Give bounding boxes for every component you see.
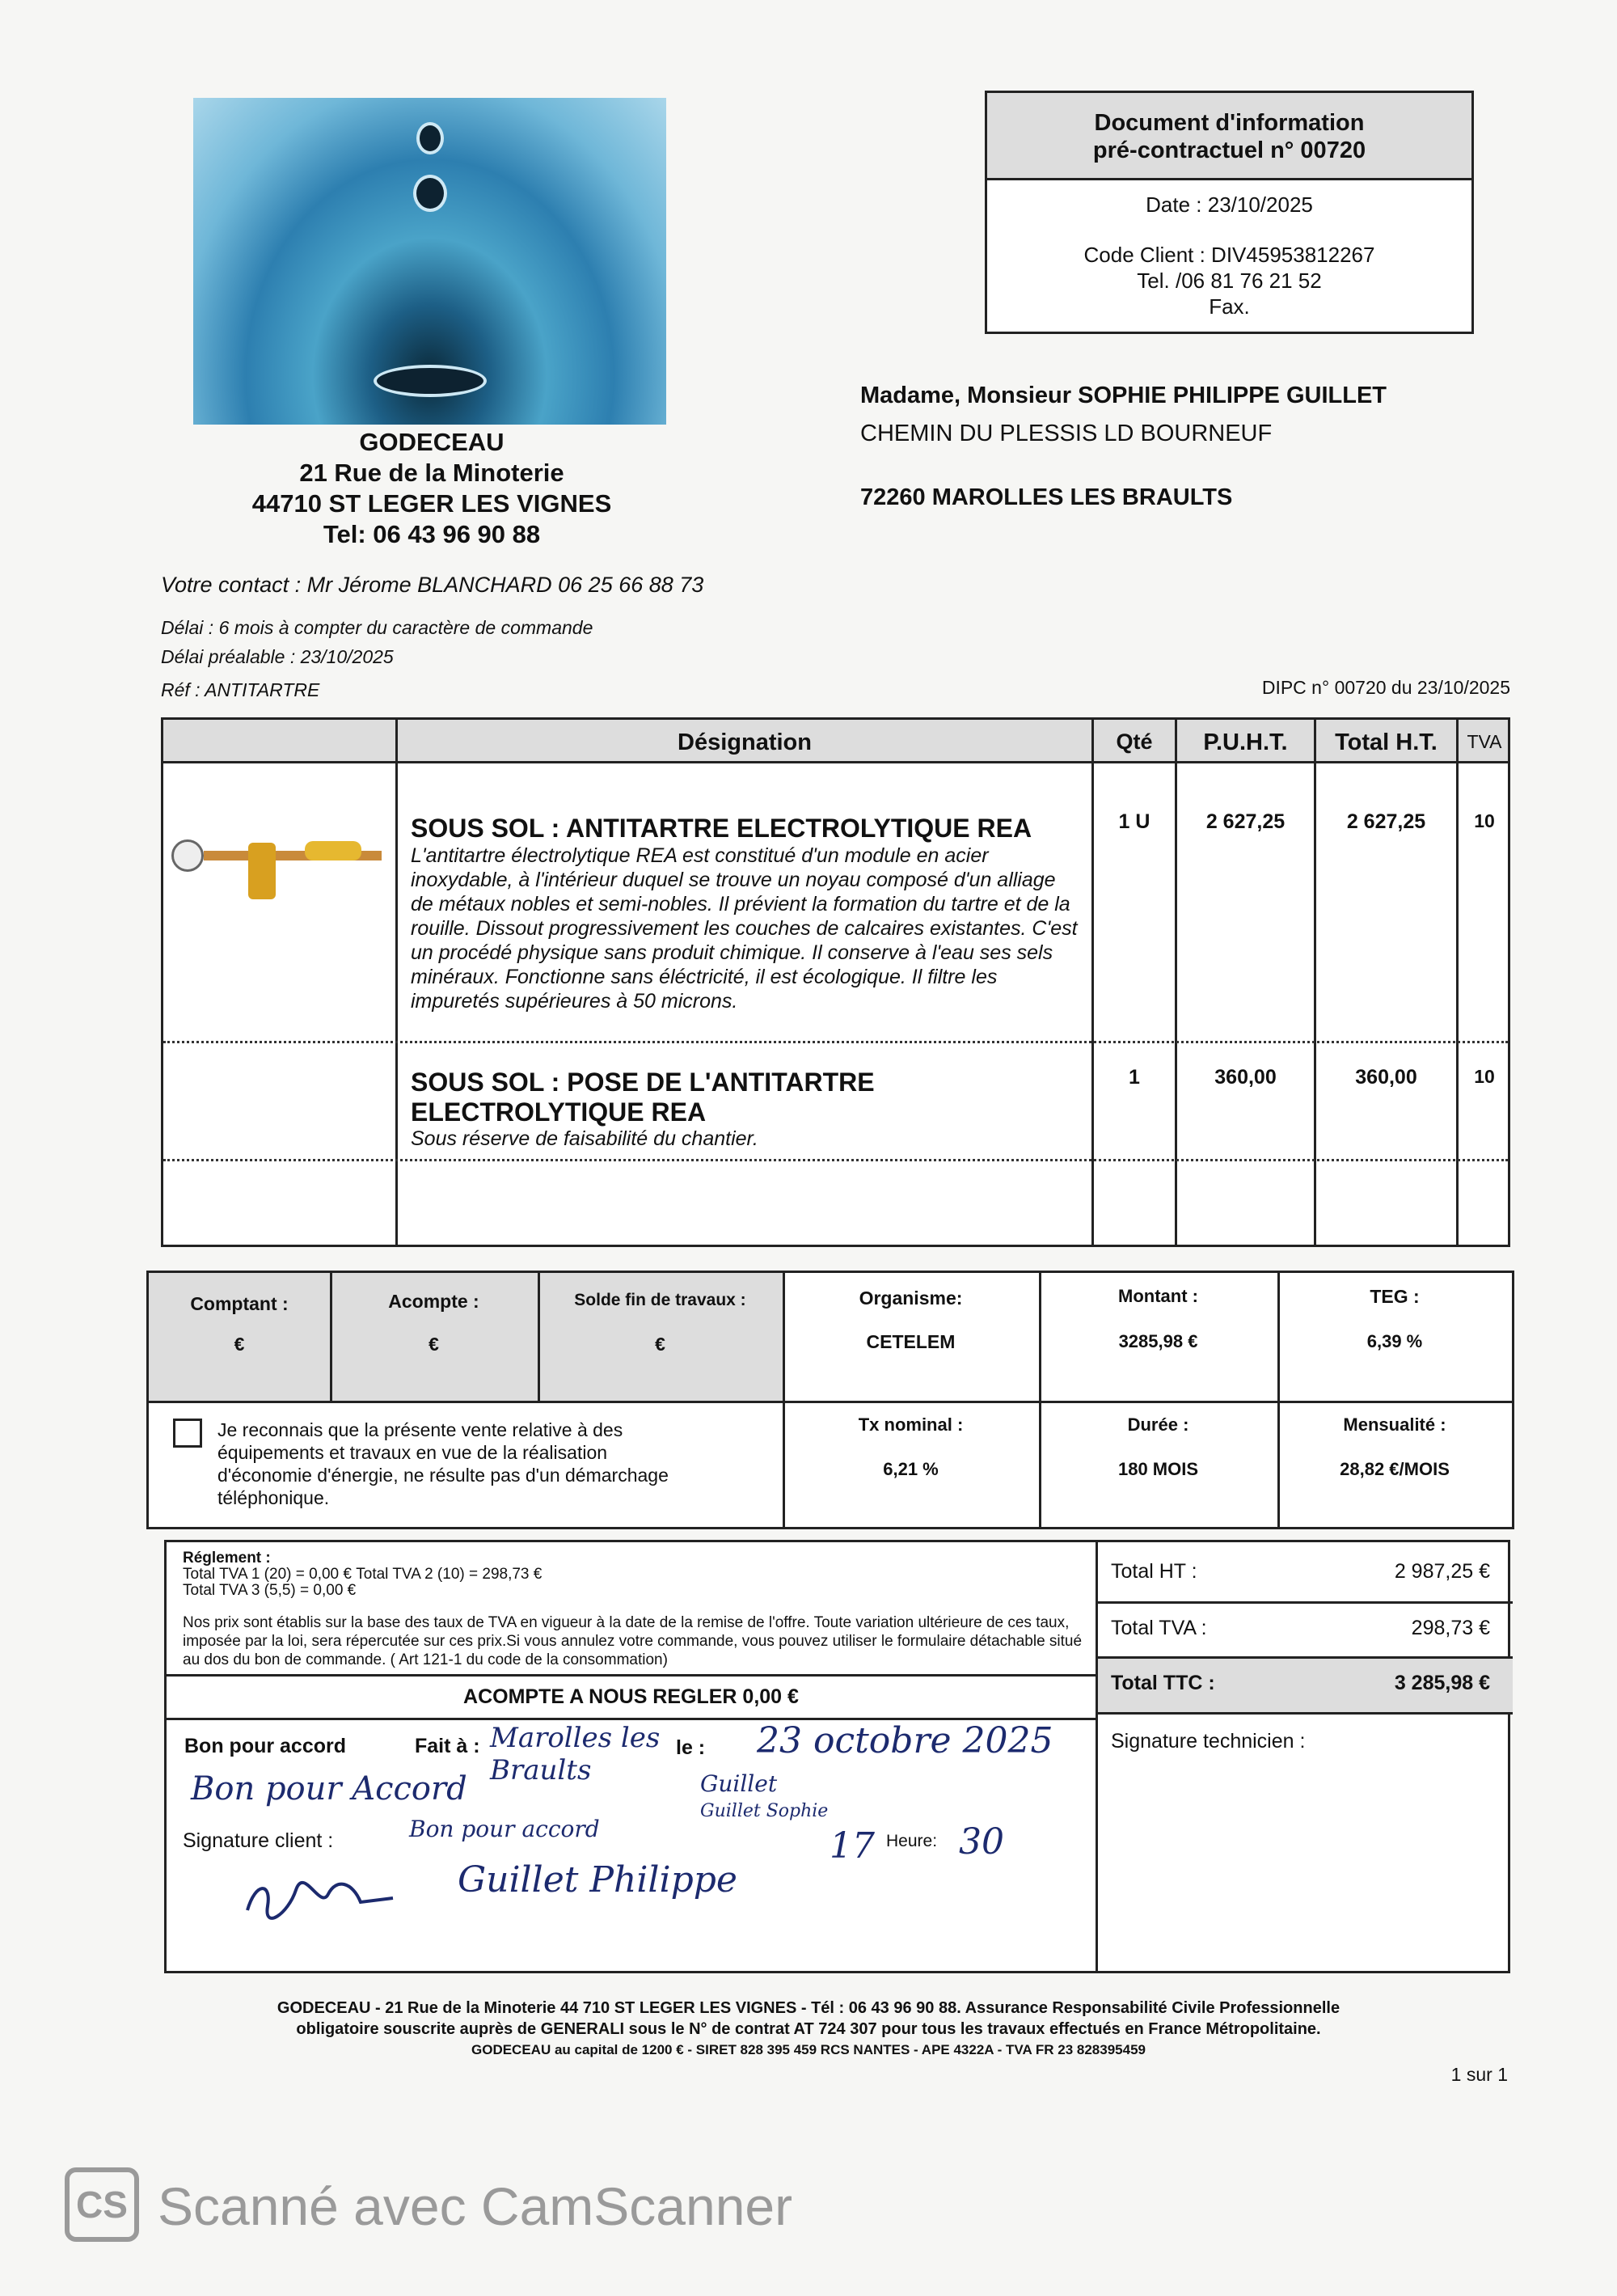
item-total: 360,00 — [1355, 1066, 1417, 1089]
duree-label: Durée : — [1127, 1414, 1189, 1435]
total-ttc-label: Total TTC : — [1111, 1672, 1215, 1694]
footer-line-2: obligatoire souscrite auprès de GENERALI sous le N° de contrat AT 724 307 pour tous les travaux effectués en France Métropolitaine. — [296, 2020, 1321, 2038]
tva2: Total TVA 2 (10) = 298,73 € — [356, 1566, 543, 1583]
mensualite-value: 28,82 €/MOIS — [1340, 1459, 1450, 1479]
client-address — [860, 377, 1387, 517]
client-fax: Fax. — [1209, 294, 1250, 319]
acompte-value: € — [429, 1334, 439, 1355]
doc-number: pré-contractuel n° 00720 — [1092, 137, 1366, 163]
company-street: 21 Rue de la Minoterie — [299, 459, 564, 487]
handwritten-place: Marolles les Braults — [490, 1722, 661, 1786]
acompte-label: Acompte : — [388, 1291, 479, 1312]
mensualite-label: Mensualité : — [1343, 1414, 1446, 1435]
delai-prealable: Délai préalable : 23/10/2025 — [161, 646, 394, 667]
solde-value: € — [655, 1334, 665, 1355]
doc-info-box — [985, 91, 1474, 334]
handwritten-bon-pour-accord: Bon pour Accord — [191, 1770, 467, 1808]
item-title: SOUS SOL : POSE DE L'ANTITARTRE ELECTROLYTIQUE REA — [411, 1068, 875, 1127]
col-tva: TVA — [1467, 731, 1502, 752]
handwritten-bon-pour-accord-2: Bon pour accord — [409, 1816, 600, 1842]
comptant-value: € — [234, 1334, 245, 1355]
signature-technicien-label: Signature technicien : — [1111, 1730, 1306, 1753]
total-ttc-value: 3 285,98 € — [1394, 1672, 1490, 1694]
item-total: 2 627,25 — [1346, 810, 1426, 833]
reference: Réf : ANTITARTRE — [161, 679, 320, 700]
camscanner-watermark: Scanné avec CamScanner — [158, 2176, 793, 2236]
vat-notice: Nos prix sont établis sur la base des taux de TVA en vigueur à la date de la remise de l'offre. Toute variation ultérieure de ces taux, imposée par la loi, sera répercutée sur ces prix.Si vous annulez votre commande, vous pouvez utiliser le formulaire détachable situé au dos du bon de commande. ( Art 121-1 du code de la consommation) — [183, 1614, 1083, 1668]
reglement-block — [183, 1550, 542, 1599]
handwritten-name-1: Guillet — [700, 1770, 778, 1797]
teg-label: TEG : — [1370, 1286, 1420, 1307]
handwritten-minutes: 30 — [959, 1821, 1004, 1863]
dipc-reference: DIPC n° 00720 du 23/10/2025 — [1261, 677, 1510, 698]
solde-label: Solde fin de travaux : — [574, 1291, 746, 1309]
acompte-due: ACOMPTE A NOUS REGLER 0,00 € — [463, 1685, 799, 1708]
item-tva: 10 — [1474, 810, 1495, 831]
montant-label: Montant : — [1118, 1286, 1198, 1306]
organisme-value: CETELEM — [866, 1331, 956, 1352]
item-row-2 — [411, 1068, 928, 1151]
company-city: 44710 ST LEGER LES VIGNES — [251, 489, 612, 518]
item-tva: 10 — [1474, 1066, 1495, 1087]
page-number: 1 sur 1 — [1450, 2064, 1508, 2085]
company-name: GODECEAU — [359, 428, 505, 456]
items-table — [161, 717, 1510, 1247]
delai: Délai : 6 mois à compter du caractère de commande — [161, 617, 593, 638]
handwritten-name-3: Guillet Philippe — [458, 1859, 737, 1901]
code-client: Code Client : DIV45953812267 — [1083, 243, 1375, 267]
consent-text: Je reconnais que la présente vente relative à des équipements et travaux en vue de la réalisation d'économie d'énergie, ne résulte pas d'un démarchage téléphonique. — [217, 1419, 669, 1508]
client-city: 72260 MAROLLES LES BRAULTS — [860, 484, 1233, 510]
financing-box — [146, 1271, 1514, 1529]
handwritten-date: 23 octobre 2025 — [757, 1720, 1053, 1761]
total-tva-label: Total TVA : — [1111, 1617, 1207, 1639]
col-total: Total H.T. — [1335, 729, 1438, 755]
reglement-title: Réglement : — [183, 1550, 271, 1567]
tx-nominal-value: 6,21 % — [883, 1459, 939, 1479]
handwritten-hour: 17 — [830, 1825, 875, 1867]
item-row-1 — [411, 814, 1082, 1013]
item-unit-price: 360,00 — [1214, 1066, 1277, 1089]
item-qty: 1 — [1129, 1066, 1140, 1089]
contact: Votre contact : Mr Jérome BLANCHARD 06 25 66 88 73 — [161, 573, 704, 597]
tva1: Total TVA 1 (20) = 0,00 € — [183, 1566, 352, 1583]
company-tel: Tel: 06 43 96 90 88 — [323, 520, 541, 548]
total-ht-value: 2 987,25 € — [1394, 1560, 1490, 1583]
item-title: SOUS SOL : ANTITARTRE ELECTROLYTIQUE REA — [411, 814, 1032, 843]
item-unit-price: 2 627,25 — [1205, 810, 1286, 833]
fait-a-label: Fait à : — [415, 1735, 480, 1757]
montant-value: 3285,98 € — [1118, 1331, 1198, 1351]
totals-signature-box — [164, 1540, 1510, 1973]
col-designation: Désignation — [678, 729, 812, 755]
signature-technicien-field[interactable] — [1111, 1761, 1507, 1967]
le-label: le : — [676, 1736, 706, 1759]
client-tel: Tel. /06 81 76 21 52 — [1137, 269, 1322, 293]
col-qty: Qté — [1116, 729, 1153, 754]
item-description: Sous réserve de faisabilité du chantier. — [411, 1127, 758, 1150]
company-logo-water-drop — [193, 98, 666, 425]
doc-date: Date : 23/10/2025 — [1146, 192, 1313, 217]
company-block — [189, 427, 674, 550]
footer-line-3: GODECEAU au capital de 1200 € - SIRET 828 395 459 RCS NANTES - APE 4322A - TVA FR 23 828395459 — [471, 2042, 1146, 2057]
bon-pour-accord-label: Bon pour accord — [184, 1735, 347, 1757]
comptant-label: Comptant : — [190, 1293, 289, 1314]
doc-title: Document d'information — [1094, 110, 1365, 136]
client-name: Madame, Monsieur SOPHIE PHILIPPE GUILLET — [860, 383, 1387, 408]
organisme-label: Organisme: — [859, 1288, 963, 1309]
client-street: CHEMIN DU PLESSIS LD BOURNEUF — [860, 421, 1273, 446]
client-signature-scribble — [239, 1866, 401, 1922]
teg-value: 6,39 % — [1366, 1331, 1423, 1351]
product-image-antitartre — [171, 825, 390, 898]
handwritten-name-2: Guillet Sophie — [700, 1801, 829, 1821]
item-description: L'antitartre électrolytique REA est constitué d'un module en acier inoxydable, à l'intérieur duquel se trouve un noyau composé d'un alliage de métaux nobles et semi-nobles. Il prévient la formation du tartre et de la rouille. Dissout progressivement les couches de calcaires existantes. C'est un procédé physique sans produit chimique. Il conserve à l'eau ses sels minéraux. Fonctionne sans éléctricité, il est écologique. Il filtre les impuretés supérieures à 50 microns. — [411, 844, 1078, 1013]
total-tva-value: 298,73 € — [1411, 1617, 1490, 1639]
consent-checkbox[interactable] — [173, 1419, 202, 1448]
signature-client-label: Signature client : — [183, 1829, 334, 1852]
tva3: Total TVA 3 (5,5) = 0,00 € — [183, 1582, 357, 1599]
total-ht-label: Total HT : — [1111, 1560, 1197, 1583]
tx-nominal-label: Tx nominal : — [858, 1414, 964, 1435]
footer-line-1: GODECEAU - 21 Rue de la Minoterie 44 710 ST LEGER LES VIGNES - Tél : 06 43 96 90 88. Assurance Responsabilité Civile Professionnelle — [277, 1999, 1340, 2017]
item-qty: 1 U — [1118, 810, 1150, 833]
duree-value: 180 MOIS — [1117, 1459, 1199, 1479]
col-unit-price: P.U.H.T. — [1203, 729, 1288, 755]
camscanner-logo: CS — [65, 2167, 139, 2242]
footer — [0, 1998, 1617, 2061]
heure-label: Heure: — [886, 1832, 938, 1850]
